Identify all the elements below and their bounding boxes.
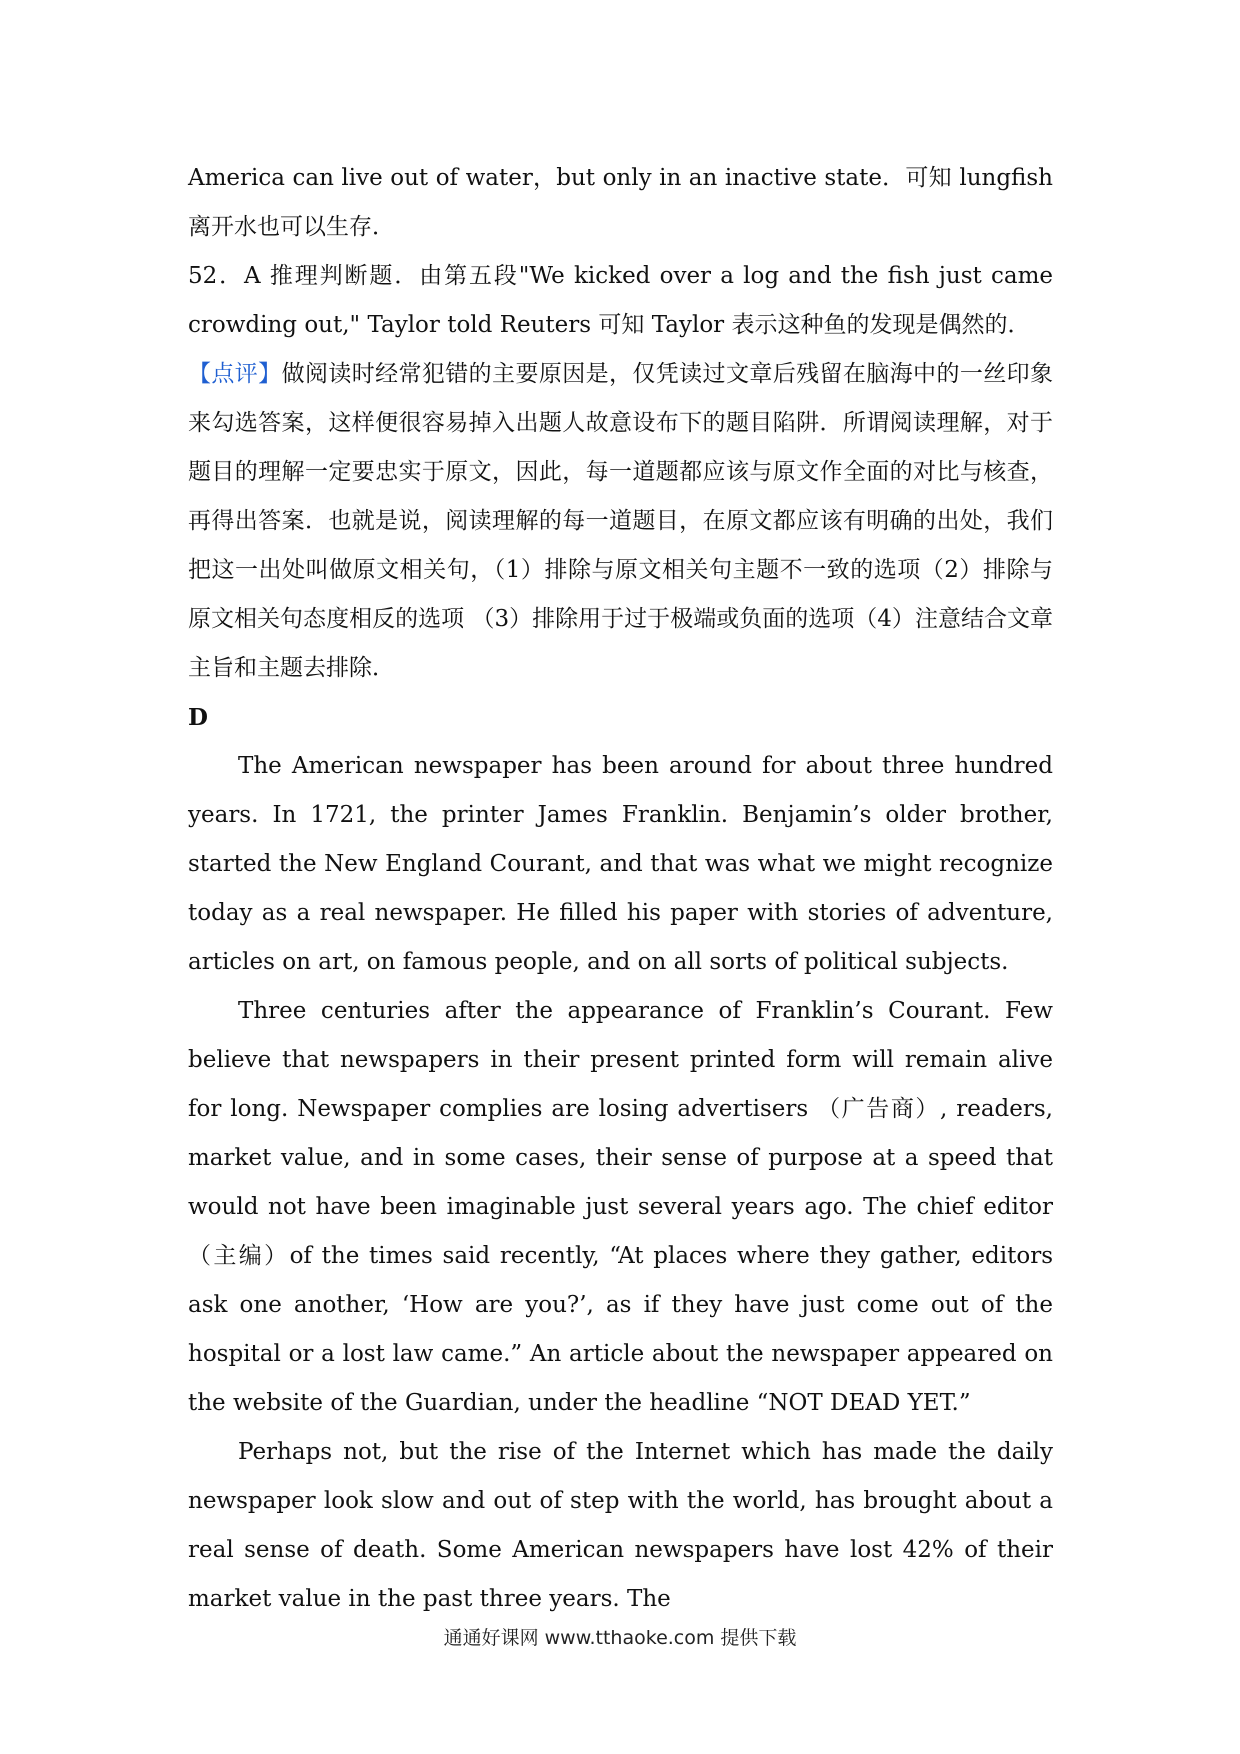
passage-paragraph-2: Three centuries after the appearance of Franklin’s Courant. Few believe that newspapers in their present printed form will remain alive for long. Newspaper complies are losing advertisers （广告商）, readers, market value, and in some cases, their sense of purpose at a speed that would not have been imaginable just several years ago. The chief editor（主编）of the times said recently, “At places where they gather, editors ask one another, ‘How are you?’, as if they have just come out of the hospital or a lost law came.” An article about the newspaper appeared on the website of the Guardian, under the headline “NOT DEAD YET.” [188, 998, 1053, 1416]
page-footer: 通通好课网 www.tthaoke.com 提供下载 [443, 1627, 797, 1649]
passage-paragraph-3: Perhaps not, but the rise of the Internet which has made the daily newspaper look slow and out of step with the world, has brought about a real sense of death. Some American newspapers have lost 42% of their market value in the past three years. The [188, 1439, 1053, 1612]
question-52-explanation: 52．A 推理判断题．由第五段"We kicked over a log and the fish just came crowding out," Taylor told Reuters 可知 Taylor 表示这种鱼的发现是偶然的． [188, 263, 1053, 338]
comment-paragraph [188, 350, 1053, 693]
section-title: D [188, 704, 208, 731]
page-content [188, 154, 1053, 1624]
comment-text: 做阅读时经常犯错的主要原因是，仅凭读过文章后残留在脑海中的一丝印象来勾选答案，这样便很容易掉入出题人故意设布下的题目陷阱．所谓阅读理解，对于题目的理解一定要忠实于原文，因此，每一道题都应该与原文作全面的对比与核查，再得出答案．也就是说，阅读理解的每一道题目，在原文都应该有明确的出处，我们把这一出处叫做原文相关句，（1）排除与原文相关句主题不一致的选项（2）排除与原文相关句态度相反的选项 （3）排除用于过于极端或负面的选项（4）注意结合文章主旨和主题去排除． [188, 361, 1054, 681]
answer-explanation-text: America can live out of water，but only in an inactive state．可知 lungfish 离开水也可以生存． [188, 165, 1053, 240]
passage-paragraph-1: The American newspaper has been around for about three hundred years. In 1721, the printer James Franklin. Benjamin’s older brother, started the New England Courant, and that was what we might recognize today as a real newspaper. He filled his paper with stories of adventure, articles on art, on famous people, and on all sorts of political subjects. [188, 753, 1053, 975]
comment-tag: 【点评】 [188, 361, 282, 387]
